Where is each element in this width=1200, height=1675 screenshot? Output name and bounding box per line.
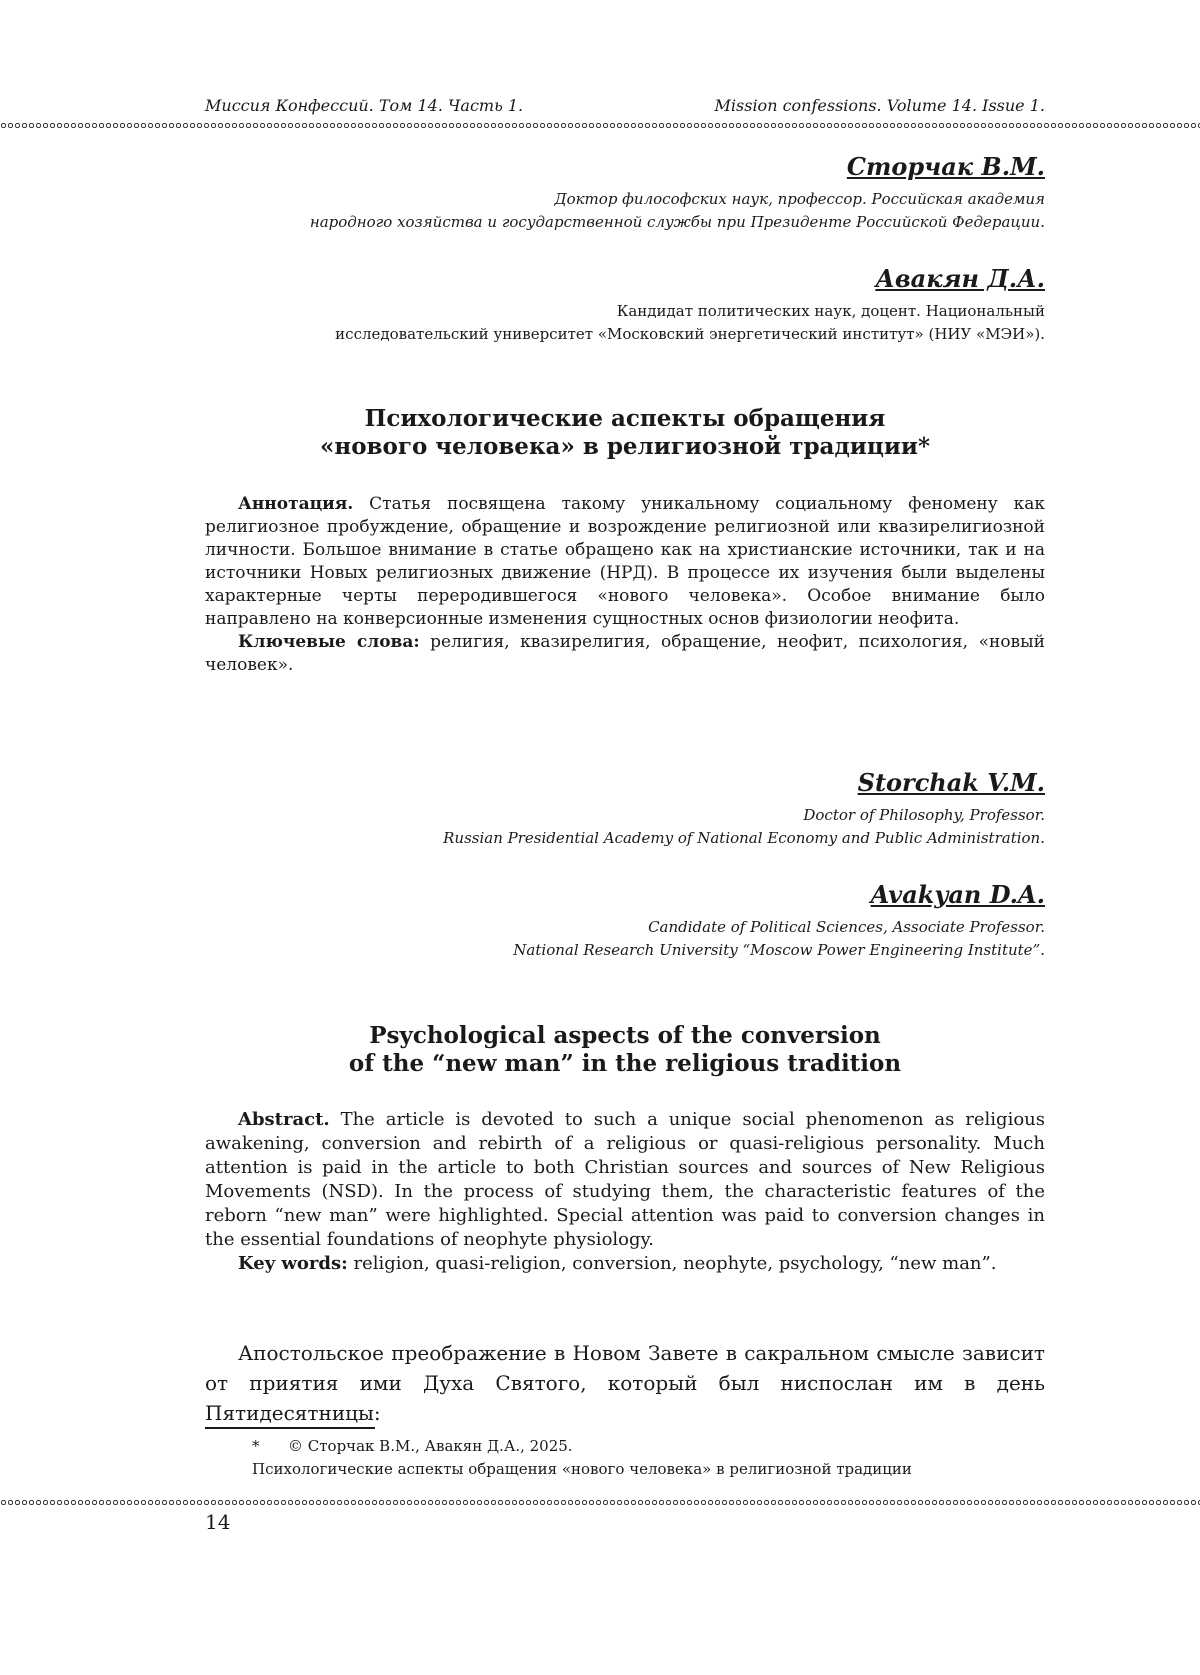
page-number: 14 [205,1510,231,1534]
keywords-paragraph [205,1252,1045,1276]
running-header [205,96,1045,115]
abstract-paragraph [205,493,1045,631]
author-affiliation [285,188,1045,234]
header-left: Миссия Конфессий. Том 14. Часть 1. [205,96,524,115]
footnote-rule [205,1427,375,1429]
author-ru-1 [285,152,1045,234]
affiliation-line: Russian Presidential Academy of National Economy and Public Administration. [443,829,1045,847]
header-right: Mission confessions. Volume 14. Issue 1. [714,96,1045,115]
title-line: of the “new man” in the religious tradition [348,1050,902,1077]
affiliation-line: Candidate of Political Sciences, Associate Professor. [648,918,1045,936]
keywords-label: Key words: [238,1253,348,1274]
affiliation-line: National Research University “Moscow Power Engineering Institute”. [513,941,1045,959]
affiliation-line: исследовательский университет «Московский энергетический институт» (НИУ «МЭИ»). [335,325,1045,343]
author-name: Авакян Д.А. [875,264,1045,293]
affiliation-line: народного хозяйства и государственной службы при Президенте Российской Федерации. [309,213,1045,231]
footnote [252,1435,1052,1481]
ornament-divider-top [0,121,1200,131]
author-name: Storchak V.M. [857,768,1045,797]
footnote-line-1 [252,1435,1052,1458]
keywords-text: religion, quasi-religion, conversion, neophyte, psychology, “new man”. [347,1253,997,1274]
keywords-paragraph [205,631,1045,677]
title-ru [205,405,1045,461]
keywords-text: религия, квазирелигия, обращение, неофит, психология, «новый человек». [205,632,1045,675]
abstract-label: Abstract. [238,1109,330,1130]
title-line: Psychological aspects of the conversion [369,1022,881,1049]
title-line: «нового человека» в религиозной традиции* [319,433,930,460]
author-affiliation [285,916,1045,962]
author-name: Avakyan D.A. [870,880,1045,909]
title-line: Психологические аспекты обращения [364,405,886,432]
body-text [205,1338,1045,1428]
author-en-1 [285,768,1045,850]
affiliation-line: Доктор философских наук, профессор. Российская академия [554,190,1045,208]
abstract-text: The article is devoted to such a unique social phenomenon as religious awakening, conversion and rebirth of a religious or quasi-religious personality. Much attention is paid in the article to both Christian sources and sources of New Religious Movements (NSD). In the process of studying them, the characteristic features of the reborn “new man” were highlighted. Special attention was paid to conversion changes in the essential foundations of neophyte physiology. [205,1109,1045,1250]
abstract-en [205,1108,1045,1276]
author-name: Сторчак В.М. [846,152,1045,181]
keywords-label: Ключевые слова: [238,632,420,652]
author-affiliation [285,804,1045,850]
footnote-copyright: © Сторчак В.М., Авакян Д.А., 2025. [288,1437,573,1455]
author-en-2 [285,880,1045,962]
abstract-ru [205,493,1045,677]
title-en [205,1022,1045,1078]
abstract-paragraph [205,1108,1045,1252]
footnote-line-2: Психологические аспекты обращения «нового человека» в религиозной традиции [252,1460,912,1478]
author-affiliation [285,300,1045,346]
footnote-mark: * [252,1437,260,1455]
affiliation-line: Doctor of Philosophy, Professor. [803,806,1045,824]
ornament-divider-bottom [0,1498,1200,1508]
abstract-text: Статья посвящена такому уникальному социальному феномену как религиозное пробуждение, обращение и возрождение религиозной или квазирелигиозной личности. Большое внимание в статье обращено как на христианские источники, так и на источники Новых религиозных движение (НРД). В процессе их изучения были выделены характерные черты переродившегося «нового человека». Особое внимание было направлено на конверсионные изменения сущностных основ физиологии неофита. [205,494,1045,629]
author-ru-2 [285,264,1045,346]
body-paragraph: Апостольское преображение в Новом Завете в сакральном смысле зависит от приятия ими Духа Святого, который был ниспослан им в день Пятидесятницы: [205,1341,1045,1425]
affiliation-line: Кандидат политических наук, доцент. Национальный [616,302,1045,320]
abstract-label: Аннотация. [238,494,354,514]
